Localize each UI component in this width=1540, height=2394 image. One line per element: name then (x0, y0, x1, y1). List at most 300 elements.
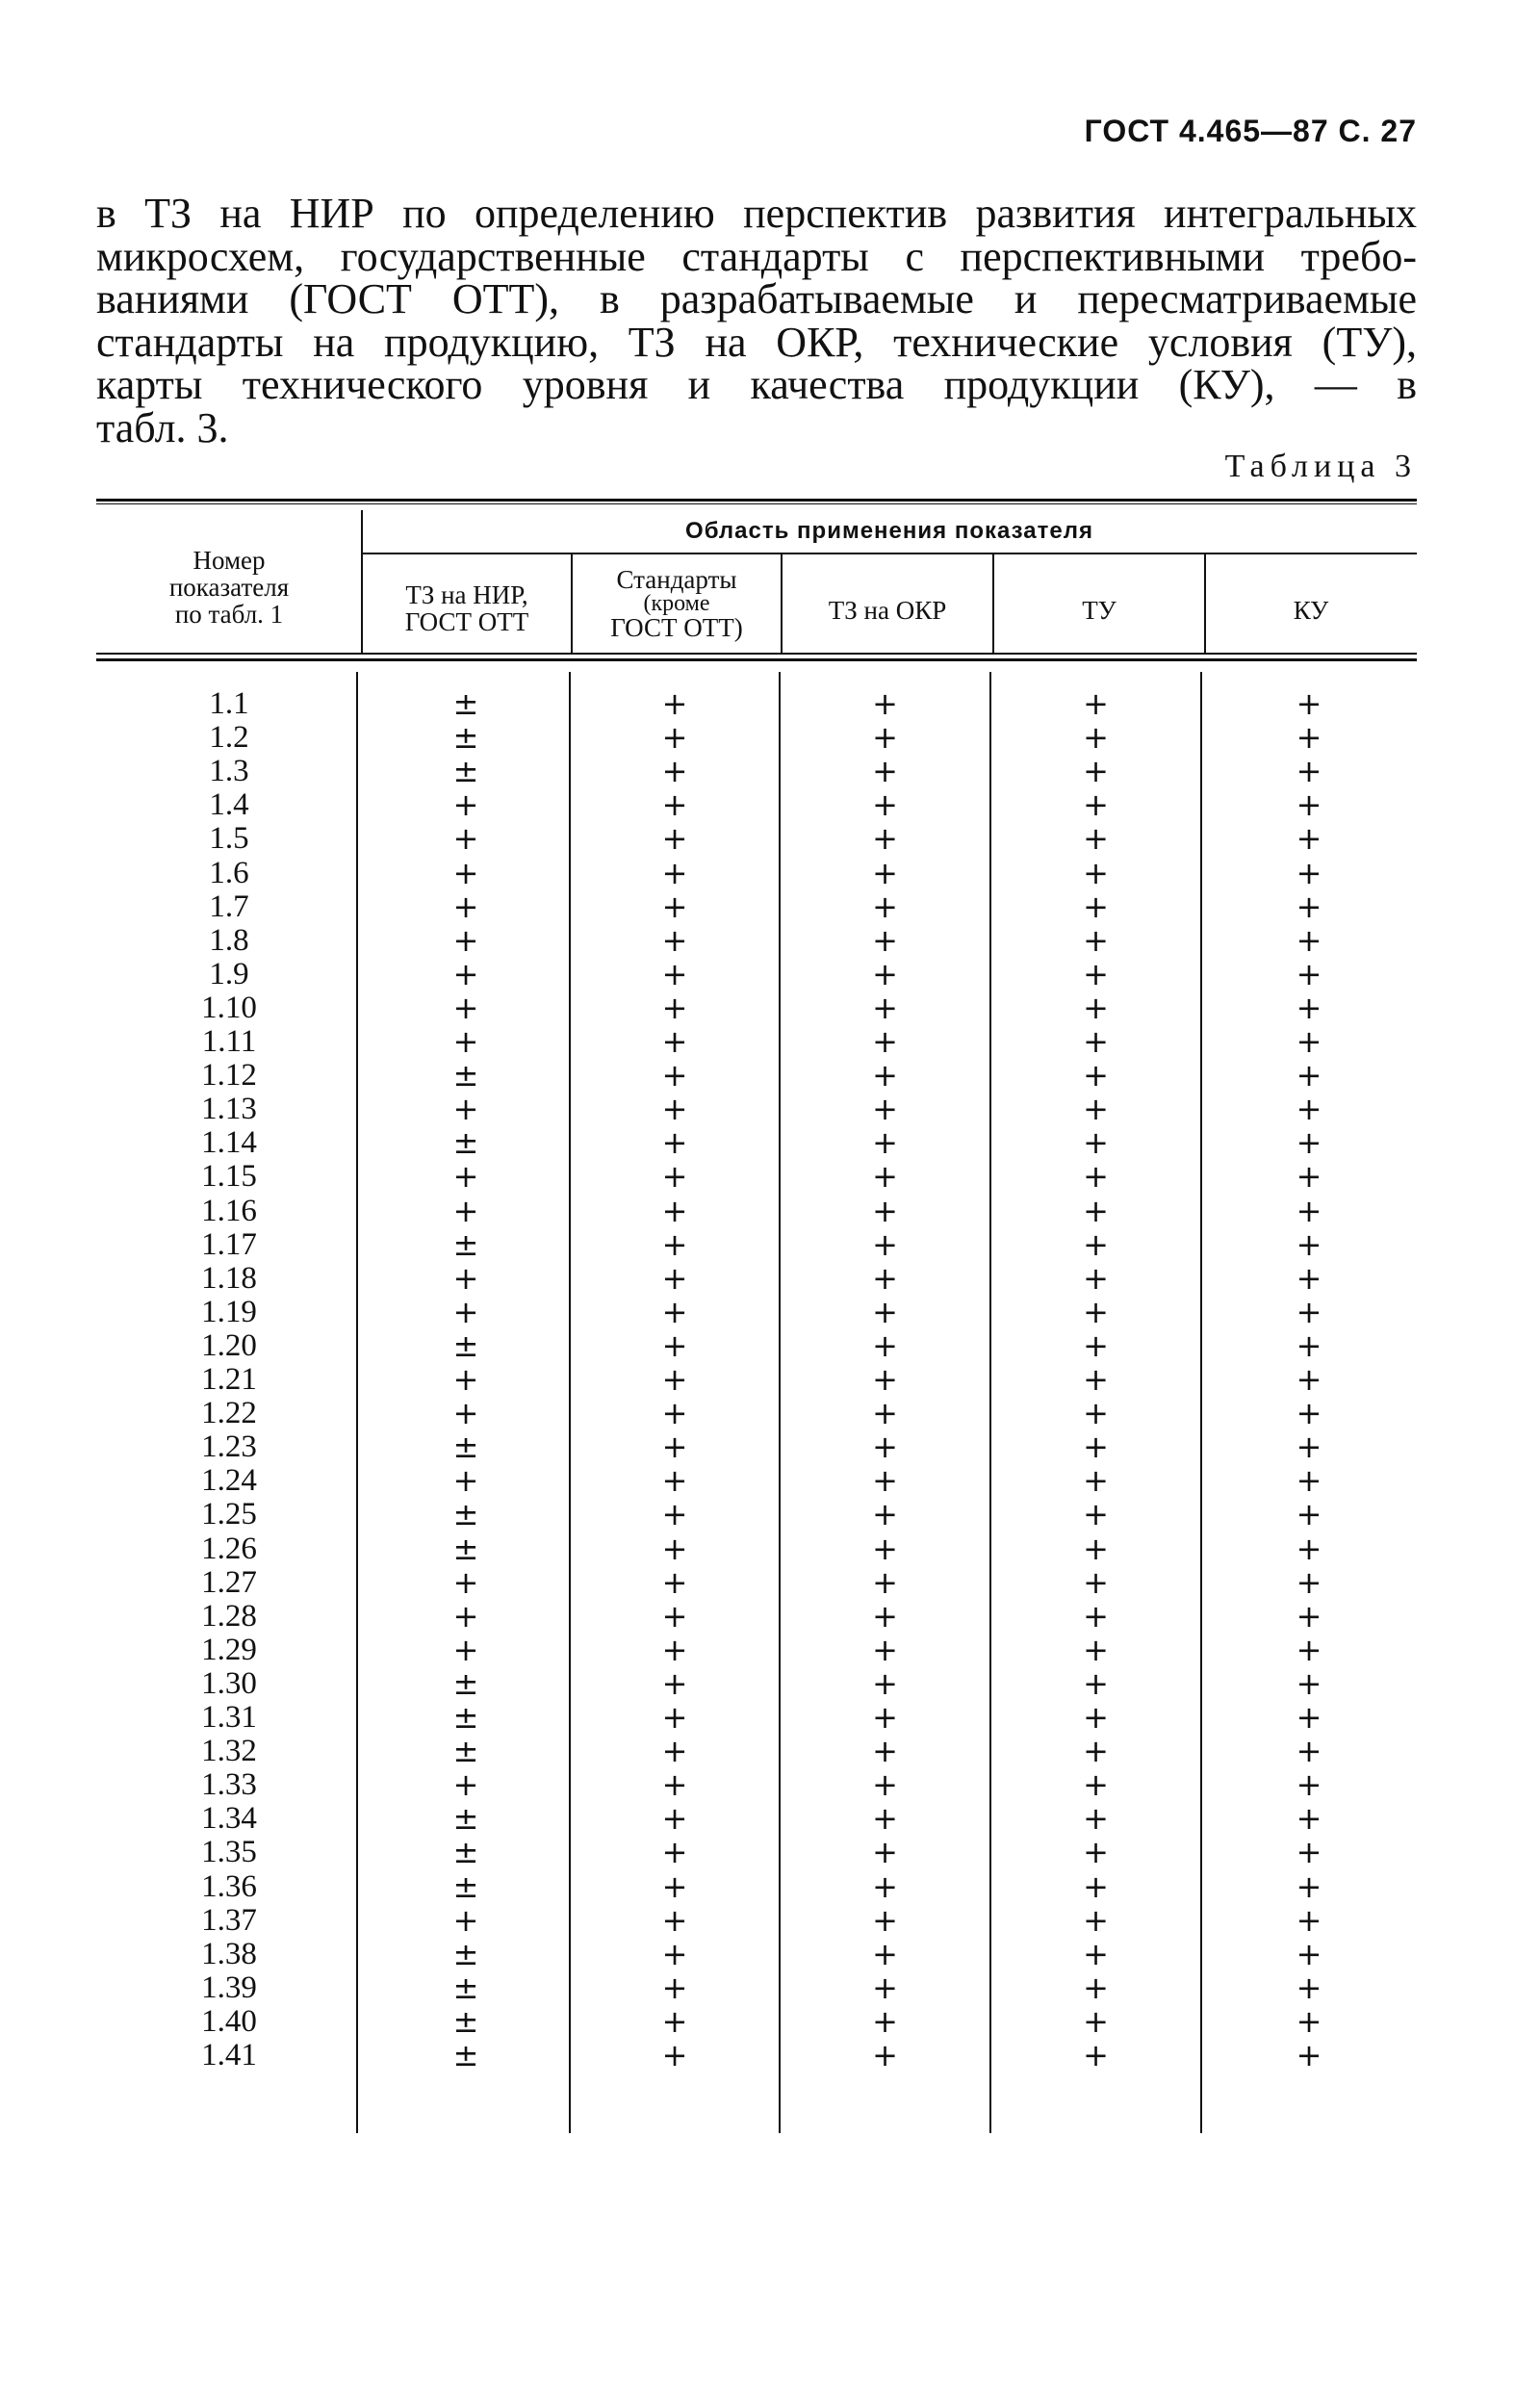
cell-tz-okr: + (872, 1158, 898, 1196)
cell-tz-nir: ± (452, 1867, 479, 1905)
running-header: ГОСТ 4.465—87 С. 27 (1084, 114, 1417, 148)
table-row (96, 1735, 1417, 1768)
cell-number: 1.35 (201, 1835, 257, 1870)
cell-tz-okr: + (872, 1664, 898, 1702)
cell-ku: + (1296, 1563, 1322, 1601)
cell-tz-nir: + (452, 1293, 479, 1330)
cell-tu: + (1083, 1091, 1109, 1128)
cell-tu: + (1083, 719, 1109, 757)
cell-number: 1.17 (201, 1226, 257, 1262)
cell-standards: + (661, 921, 688, 959)
cell-tz-nir: ± (452, 1530, 479, 1567)
cell-tz-okr: + (872, 1496, 898, 1533)
cell-ku: + (1296, 1867, 1322, 1905)
cell-number: 1.38 (201, 1936, 257, 1971)
cell-standards: + (661, 1733, 688, 1770)
cell-tz-nir: + (452, 1631, 479, 1668)
cell-number: 1.28 (201, 1598, 257, 1634)
cell-tz-nir: ± (452, 1733, 479, 1770)
cell-number: 1.29 (201, 1632, 257, 1667)
cell-standards: + (661, 1800, 688, 1838)
cell-tu: + (1083, 1225, 1109, 1263)
cell-number: 1.20 (201, 1327, 257, 1363)
cell-ku: + (1296, 1225, 1322, 1263)
cell-tu: + (1083, 921, 1109, 959)
cell-standards: + (661, 1496, 688, 1533)
cell-number: 1.39 (201, 1969, 257, 2005)
cell-ku: + (1296, 1057, 1322, 1094)
cell-tz-nir: + (452, 1361, 479, 1398)
cell-tz-okr: + (872, 921, 898, 959)
cell-ku: + (1296, 888, 1322, 925)
table-row (96, 854, 1417, 891)
cell-standards: + (661, 1834, 688, 1871)
cell-number: 1.36 (201, 1868, 257, 1904)
column-divider (781, 554, 783, 653)
cell-standards: + (661, 888, 688, 925)
cell-ku: + (1296, 2002, 1322, 2040)
cell-ku: + (1296, 1834, 1322, 1871)
cell-tz-okr: + (872, 1867, 898, 1905)
cell-tu: + (1083, 1158, 1109, 1196)
cell-tz-okr: + (872, 1935, 898, 1972)
cell-tz-okr: + (872, 1462, 898, 1500)
header-standards: Стандарты (кроме ГОСТ ОТТ) (610, 565, 743, 642)
cell-standards: + (661, 786, 688, 824)
cell-tz-okr: + (872, 1834, 898, 1871)
cell-tu: + (1083, 1800, 1109, 1838)
cell-tu: + (1083, 1766, 1109, 1804)
cell-ku: + (1296, 719, 1322, 757)
cell-standards: + (661, 1935, 688, 1972)
cell-tz-nir: + (452, 820, 479, 858)
cell-tz-okr: + (872, 1395, 898, 1432)
cell-tz-nir: + (452, 955, 479, 992)
cell-tu: + (1083, 1361, 1109, 1398)
column-divider (1204, 554, 1206, 653)
cell-tu: + (1083, 786, 1109, 824)
table-row (96, 1225, 1417, 1263)
cell-tz-okr: + (872, 1597, 898, 1635)
cell-number: 1.15 (201, 1159, 257, 1195)
cell-tu: + (1083, 1733, 1109, 1770)
cell-ku: + (1296, 1395, 1322, 1432)
cell-tz-nir: ± (452, 1057, 479, 1094)
cell-tz-okr: + (872, 1969, 898, 2006)
cell-tu: + (1083, 1664, 1109, 1702)
cell-standards: + (661, 1969, 688, 2006)
cell-tz-okr: + (872, 1259, 898, 1297)
cell-tz-nir: ± (452, 1225, 479, 1263)
cell-standards: + (661, 955, 688, 992)
cell-ku: + (1296, 685, 1322, 722)
cell-number: 1.40 (201, 2003, 257, 2039)
cell-tz-nir: ± (452, 685, 479, 722)
cell-standards: + (661, 1664, 688, 1702)
cell-standards: + (661, 1361, 688, 1398)
cell-tz-okr: + (872, 1766, 898, 1804)
cell-number: 1.23 (201, 1429, 257, 1465)
cell-tu: + (1083, 1834, 1109, 1871)
table-row (96, 1430, 1417, 1464)
cell-tu: + (1083, 1462, 1109, 1500)
cell-standards: + (661, 719, 688, 757)
cell-standards: + (661, 1293, 688, 1330)
column-divider (361, 510, 363, 653)
cell-number: 1.5 (209, 821, 249, 857)
table-row (96, 1259, 1417, 1297)
table-row (96, 1802, 1417, 1836)
cell-number: 1.11 (201, 1024, 257, 1059)
cell-standards: + (661, 820, 688, 858)
table-row (96, 955, 1417, 992)
table-row (96, 1363, 1417, 1397)
cell-ku: + (1296, 1969, 1322, 2006)
cell-number: 1.10 (201, 990, 257, 1025)
cell-tz-nir: ± (452, 1834, 479, 1871)
cell-ku: + (1296, 1766, 1322, 1804)
cell-tz-okr: + (872, 753, 898, 790)
cell-standards: + (661, 1429, 688, 1466)
cell-tu: + (1083, 1699, 1109, 1736)
cell-standards: + (661, 1563, 688, 1601)
cell-standards: + (661, 2037, 688, 2073)
cell-tz-nir: + (452, 1597, 479, 1635)
indicator-table (96, 499, 1417, 2135)
cell-tz-okr: + (872, 1699, 898, 1736)
cell-tz-nir: ± (452, 1124, 479, 1162)
cell-standards: + (661, 1225, 688, 1263)
cell-tz-okr: + (872, 854, 898, 891)
table-row (96, 1563, 1417, 1601)
cell-tz-nir: + (452, 1091, 479, 1128)
cell-tz-okr: + (872, 955, 898, 992)
cell-tu: + (1083, 1631, 1109, 1668)
table-row (96, 2039, 1417, 2072)
cell-tu: + (1083, 2037, 1109, 2073)
cell-tu: + (1083, 888, 1109, 925)
table-row (96, 1631, 1417, 1668)
intro-line: табл. 3. (96, 403, 229, 451)
cell-ku: + (1296, 1259, 1322, 1297)
cell-tz-nir: + (452, 1462, 479, 1500)
cell-tz-okr: + (872, 1631, 898, 1668)
cell-tz-okr: + (872, 1091, 898, 1128)
cell-tz-okr: + (872, 1326, 898, 1364)
table-row (96, 1293, 1417, 1330)
cell-standards: + (661, 1699, 688, 1736)
table-row (96, 1867, 1417, 1905)
cell-number: 1.7 (209, 888, 249, 924)
cell-ku: + (1296, 989, 1322, 1026)
cell-ku: + (1296, 1901, 1322, 1939)
cell-standards: + (661, 1462, 688, 1500)
cell-tu: + (1083, 1293, 1109, 1330)
cell-tu: + (1083, 1935, 1109, 1972)
cell-tu: + (1083, 1496, 1109, 1533)
cell-ku: + (1296, 1023, 1322, 1060)
cell-number: 1.33 (201, 1767, 257, 1803)
table-row (96, 2002, 1417, 2040)
cell-tz-okr: + (872, 2037, 898, 2073)
cell-standards: + (661, 989, 688, 1026)
table-row (96, 1664, 1417, 1702)
cell-tz-okr: + (872, 1124, 898, 1162)
cell-number: 1.8 (209, 922, 249, 958)
cell-tu: + (1083, 820, 1109, 858)
cell-tu: + (1083, 1429, 1109, 1466)
header-number: Номер показателя по табл. 1 (168, 546, 290, 629)
cell-tu: + (1083, 1597, 1109, 1635)
table-row (96, 1701, 1417, 1735)
cell-tz-nir: + (452, 1192, 479, 1229)
table-row (96, 1126, 1417, 1160)
cell-standards: + (661, 1158, 688, 1196)
intro-line: ваниями (ГОСТ ОТТ), в разрабатываемые и пересматриваемые (96, 275, 1417, 322)
table-row (96, 1093, 1417, 1126)
cell-tu: + (1083, 1326, 1109, 1364)
cell-tz-nir: + (452, 888, 479, 925)
cell-number: 1.21 (201, 1362, 257, 1397)
table-top-rule (96, 499, 1417, 502)
table-row (96, 788, 1417, 822)
cell-tz-okr: + (872, 1563, 898, 1601)
header-bottom-rule-thick (96, 658, 1417, 661)
cell-ku: + (1296, 1326, 1322, 1364)
cell-tu: + (1083, 989, 1109, 1026)
cell-tu: + (1083, 1124, 1109, 1162)
table-row (96, 755, 1417, 788)
cell-standards: + (661, 1631, 688, 1668)
cell-number: 1.13 (201, 1092, 257, 1127)
cell-tz-okr: + (872, 719, 898, 757)
cell-tz-nir: ± (452, 753, 479, 790)
table-row (96, 890, 1417, 924)
cell-number: 1.24 (201, 1463, 257, 1499)
cell-ku: + (1296, 1631, 1322, 1668)
cell-number: 1.31 (201, 1700, 257, 1735)
group-header: Область применения показателя (685, 518, 1093, 544)
table-row (96, 1836, 1417, 1869)
cell-tu: + (1083, 1563, 1109, 1601)
cell-ku: + (1296, 1935, 1322, 1972)
table-row (96, 687, 1417, 721)
cell-tz-nir: + (452, 921, 479, 959)
intro-line: стандарты на продукцию, ТЗ на ОКР, технические условия (ТУ), (96, 318, 1417, 366)
cell-standards: + (661, 1766, 688, 1804)
cell-tu: + (1083, 955, 1109, 992)
cell-standards: + (661, 1091, 688, 1128)
cell-tz-nir: ± (452, 2037, 479, 2073)
cell-tz-nir: + (452, 1259, 479, 1297)
cell-ku: + (1296, 1192, 1322, 1229)
cell-tz-nir: + (452, 1395, 479, 1432)
cell-number: 1.26 (201, 1531, 257, 1566)
cell-standards: + (661, 1023, 688, 1060)
cell-tz-nir: + (452, 1901, 479, 1939)
cell-tz-okr: + (872, 1361, 898, 1398)
header-ku: КУ (1293, 596, 1329, 625)
cell-tu: + (1083, 854, 1109, 891)
cell-standards: + (661, 1597, 688, 1635)
cell-tz-nir: ± (452, 1664, 479, 1702)
cell-standards: + (661, 1901, 688, 1939)
intro-paragraph (96, 190, 1417, 451)
table-row (96, 991, 1417, 1025)
cell-tz-nir: + (452, 1158, 479, 1196)
cell-tu: + (1083, 685, 1109, 722)
cell-number: 1.22 (201, 1396, 257, 1431)
table-row (96, 1498, 1417, 1532)
cell-tz-nir: ± (452, 1935, 479, 1972)
cell-tu: + (1083, 1969, 1109, 2006)
group-header-rule (362, 553, 1417, 554)
table-row (96, 1532, 1417, 1566)
cell-number: 1.1 (209, 686, 249, 721)
cell-number: 1.37 (201, 1902, 257, 1938)
cell-tz-nir: + (452, 989, 479, 1026)
table-row (96, 921, 1417, 959)
table-row (96, 1901, 1417, 1939)
table-row (96, 822, 1417, 856)
cell-number: 1.32 (201, 1734, 257, 1769)
intro-line: в ТЗ на НИР по определению перспектив развития интегральных (96, 190, 1417, 237)
cell-number: 1.27 (201, 1564, 257, 1600)
cell-ku: + (1296, 1699, 1322, 1736)
cell-number: 1.9 (209, 956, 249, 991)
cell-tz-nir: ± (452, 2002, 479, 2040)
table-row (96, 1768, 1417, 1802)
cell-number: 1.14 (201, 1125, 257, 1161)
cell-tz-okr: + (872, 888, 898, 925)
cell-number: 1.25 (201, 1497, 257, 1532)
cell-ku: + (1296, 1293, 1322, 1330)
cell-tz-nir: + (452, 854, 479, 891)
header-tz-nir: ТЗ на НИР, ГОСТ ОТТ (404, 580, 529, 636)
cell-tz-okr: + (872, 1023, 898, 1060)
table-row (96, 1935, 1417, 1972)
cell-tz-nir: + (452, 1023, 479, 1060)
cell-tz-nir: ± (452, 1969, 479, 2006)
cell-ku: + (1296, 1597, 1322, 1635)
cell-ku: + (1296, 2037, 1322, 2073)
column-divider (571, 554, 573, 653)
table-caption: Таблица 3 (1224, 449, 1417, 484)
cell-ku: + (1296, 753, 1322, 790)
cell-tz-okr: + (872, 786, 898, 824)
cell-tu: + (1083, 753, 1109, 790)
cell-ku: + (1296, 1091, 1322, 1128)
cell-ku: + (1296, 955, 1322, 992)
cell-ku: + (1296, 854, 1322, 891)
table-row (96, 1597, 1417, 1635)
cell-ku: + (1296, 1429, 1322, 1466)
cell-tz-okr: + (872, 1733, 898, 1770)
cell-standards: + (661, 1259, 688, 1297)
table-top-rule-thin (96, 503, 1417, 504)
cell-tz-okr: + (872, 1293, 898, 1330)
cell-standards: + (661, 1057, 688, 1094)
table-row (96, 1971, 1417, 2005)
cell-tz-okr: + (872, 2002, 898, 2040)
cell-tz-nir: ± (452, 1326, 479, 1364)
cell-tz-nir: ± (452, 1699, 479, 1736)
cell-tz-okr: + (872, 1429, 898, 1466)
intro-line: микросхем, государственные стандарты с перспективными требо- (96, 232, 1417, 280)
cell-tz-nir: ± (452, 1496, 479, 1533)
cell-tu: + (1083, 1395, 1109, 1432)
cell-ku: + (1296, 1462, 1322, 1500)
cell-ku: + (1296, 1664, 1322, 1702)
cell-tu: + (1083, 1901, 1109, 1939)
cell-standards: + (661, 1395, 688, 1432)
cell-number: 1.12 (201, 1058, 257, 1094)
cell-tz-nir: ± (452, 1429, 479, 1466)
cell-tz-okr: + (872, 1057, 898, 1094)
cell-ku: + (1296, 1530, 1322, 1567)
cell-tz-okr: + (872, 989, 898, 1026)
cell-number: 1.6 (209, 855, 249, 890)
cell-tz-okr: + (872, 820, 898, 858)
cell-number: 1.16 (201, 1193, 257, 1228)
cell-standards: + (661, 1192, 688, 1229)
cell-ku: + (1296, 921, 1322, 959)
table-row (96, 1192, 1417, 1229)
header-tu: ТУ (1082, 596, 1116, 625)
cell-tz-nir: ± (452, 1800, 479, 1838)
cell-ku: + (1296, 1800, 1322, 1838)
cell-number: 1.41 (201, 2038, 257, 2072)
table-row (96, 1025, 1417, 1059)
cell-tz-okr: + (872, 1225, 898, 1263)
cell-standards: + (661, 1530, 688, 1567)
column-divider (992, 554, 994, 653)
table-row (96, 1326, 1417, 1364)
intro-line: карты технического уровня и качества продукции (КУ), — в (96, 361, 1417, 408)
header-tz-okr: ТЗ на ОКР (828, 596, 947, 625)
cell-tu: + (1083, 1023, 1109, 1060)
cell-number: 1.19 (201, 1294, 257, 1329)
table-row (96, 1464, 1417, 1498)
table-row (96, 1059, 1417, 1093)
cell-number: 1.3 (209, 754, 249, 789)
cell-tu: + (1083, 2002, 1109, 2040)
cell-tu: + (1083, 1192, 1109, 1229)
cell-standards: + (661, 753, 688, 790)
cell-tz-nir: + (452, 786, 479, 824)
table-row (96, 1160, 1417, 1194)
cell-ku: + (1296, 1496, 1322, 1533)
table-row (96, 1397, 1417, 1430)
cell-standards: + (661, 2002, 688, 2040)
cell-tz-okr: + (872, 685, 898, 722)
cell-number: 1.18 (201, 1260, 257, 1296)
cell-tu: + (1083, 1530, 1109, 1567)
cell-ku: + (1296, 1124, 1322, 1162)
cell-number: 1.2 (209, 720, 249, 756)
cell-ku: + (1296, 786, 1322, 824)
cell-number: 1.34 (201, 1801, 257, 1837)
cell-tz-okr: + (872, 1901, 898, 1939)
cell-tz-okr: + (872, 1530, 898, 1567)
cell-tu: + (1083, 1259, 1109, 1297)
cell-tz-okr: + (872, 1192, 898, 1229)
cell-standards: + (661, 854, 688, 891)
cell-number: 1.30 (201, 1665, 257, 1701)
cell-standards: + (661, 685, 688, 722)
cell-tz-okr: + (872, 1800, 898, 1838)
header-bottom-rule (96, 653, 1417, 655)
